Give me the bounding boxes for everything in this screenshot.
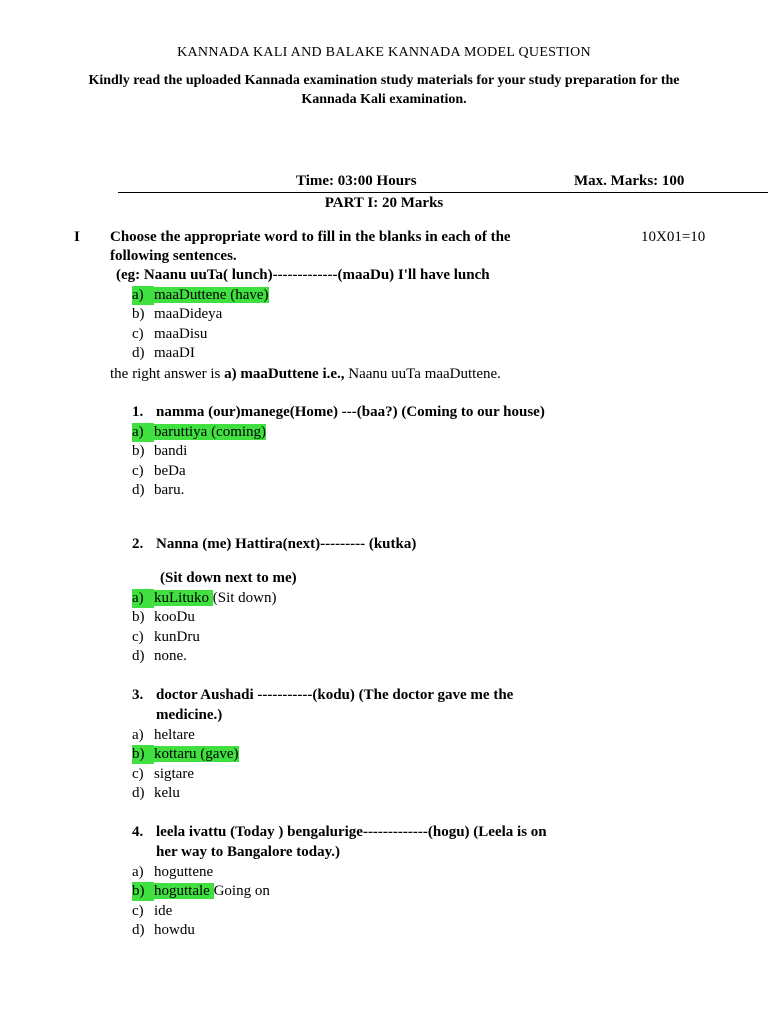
option-label: b) xyxy=(132,882,154,901)
section-instruction-line-2: following sentences. xyxy=(110,248,237,264)
option-text: maaDuttene (have) xyxy=(154,287,269,303)
q4-option-a xyxy=(132,863,213,882)
question-text: leela ivattu (Today ) bengalurige-------------(hogu) (Leela is on xyxy=(156,824,547,840)
q3-option-d xyxy=(132,784,180,803)
option-label: a) xyxy=(132,864,144,880)
question-1 xyxy=(132,403,545,422)
option-text: howdu xyxy=(154,922,195,938)
option-label: d) xyxy=(132,922,145,938)
q3-option-c xyxy=(132,765,194,784)
option-text: beDa xyxy=(154,463,186,479)
q2-option-b xyxy=(132,608,195,627)
answer-suffix: Naanu uuTa maaDuttene. xyxy=(344,366,501,382)
option-label: d) xyxy=(132,648,145,664)
example-option-b xyxy=(132,305,222,324)
q1-option-b xyxy=(132,442,187,461)
section-roman-numeral: I xyxy=(74,229,80,245)
example-sentence: (eg: Naanu uuTa( lunch)-------------(maaDu) I'll have lunch xyxy=(116,267,490,283)
question-4-continuation: her way to Bangalore today.) xyxy=(156,844,341,860)
option-label: c) xyxy=(132,766,144,782)
option-text: kunDru xyxy=(154,629,200,645)
question-4 xyxy=(132,823,547,842)
q1-option-c xyxy=(132,462,186,481)
q3-option-a xyxy=(132,726,195,745)
section-marks: 10X01=10 xyxy=(641,229,706,245)
example-option-a xyxy=(132,286,269,305)
example-answer xyxy=(110,365,501,384)
option-label: b) xyxy=(132,745,154,764)
option-text: maaDideya xyxy=(154,306,223,322)
option-text: bandi xyxy=(154,443,188,459)
q4-option-b xyxy=(132,882,270,901)
option-label: d) xyxy=(132,345,145,361)
option-label: b) xyxy=(132,609,145,625)
document-title: KANNADA KALI AND BALAKE KANNADA MODEL QUESTION xyxy=(177,45,591,60)
question-number: 3. xyxy=(132,687,144,703)
answer-prefix: the right answer is xyxy=(110,366,225,382)
option-text: kelu xyxy=(154,785,180,801)
q1-option-a xyxy=(132,423,266,442)
option-text: none. xyxy=(154,648,187,664)
option-label: d) xyxy=(132,482,145,498)
answer-bold: a) maaDuttene i.e., xyxy=(224,366,345,382)
question-number: 1. xyxy=(132,404,144,420)
question-3-continuation: medicine.) xyxy=(156,707,223,723)
option-label: a) xyxy=(132,589,154,608)
exam-time: Time: 03:00 Hours xyxy=(296,173,417,189)
question-2-subtext: (Sit down next to me) xyxy=(160,570,297,586)
question-number: 4. xyxy=(132,824,144,840)
example-option-c xyxy=(132,325,207,344)
q2-option-d xyxy=(132,647,187,666)
part-heading: PART I: 20 Marks xyxy=(324,195,444,211)
option-text: kooDu xyxy=(154,609,195,625)
q3-option-b xyxy=(132,745,239,764)
question-text: Nanna (me) Hattira(next)--------- (kutka) xyxy=(156,536,417,552)
option-label: a) xyxy=(132,286,154,305)
option-text: maaDisu xyxy=(154,326,208,342)
option-text: baru. xyxy=(154,482,185,498)
option-text: maaDI xyxy=(154,345,195,361)
q2-option-a xyxy=(132,589,277,608)
option-text: baruttiya (coming) xyxy=(154,424,267,440)
header-divider xyxy=(118,192,768,193)
q4-option-c xyxy=(132,902,172,921)
option-label: b) xyxy=(132,306,145,322)
option-label: c) xyxy=(132,903,144,919)
option-text: hoguttene xyxy=(154,864,214,880)
question-text: doctor Aushadi -----------(kodu) (The doctor gave me the xyxy=(156,687,514,703)
option-text: kuLituko xyxy=(154,590,213,606)
intro-line-2: Kannada Kali examination. xyxy=(301,92,467,107)
option-label: c) xyxy=(132,326,144,342)
option-extra: (Sit down) xyxy=(212,590,277,606)
intro-line-1: Kindly read the uploaded Kannada examination study materials for your study preparation for the xyxy=(88,73,680,88)
question-2 xyxy=(132,535,416,554)
option-text: heltare xyxy=(154,727,195,743)
option-label: b) xyxy=(132,443,145,459)
example-option-d xyxy=(132,344,195,363)
question-text: namma (our)manege(Home) ---(baa?) (Coming to our house) xyxy=(156,404,545,420)
option-text: kottaru (gave) xyxy=(154,746,239,762)
question-3 xyxy=(132,686,513,705)
option-text: sigtare xyxy=(154,766,194,782)
section-instruction-line-1: Choose the appropriate word to fill in the blanks in each of the xyxy=(110,229,511,245)
option-label: a) xyxy=(132,727,144,743)
option-extra: Going on xyxy=(213,883,270,899)
q2-option-c xyxy=(132,628,200,647)
option-label: c) xyxy=(132,629,144,645)
q1-option-d xyxy=(132,481,184,500)
option-text: ide xyxy=(154,903,173,919)
question-number: 2. xyxy=(132,536,144,552)
option-text: hoguttale xyxy=(154,883,214,899)
max-marks: Max. Marks: 100 xyxy=(574,173,685,189)
option-label: d) xyxy=(132,785,145,801)
q4-option-d xyxy=(132,921,195,940)
option-label: a) xyxy=(132,423,154,442)
option-label: c) xyxy=(132,463,144,479)
